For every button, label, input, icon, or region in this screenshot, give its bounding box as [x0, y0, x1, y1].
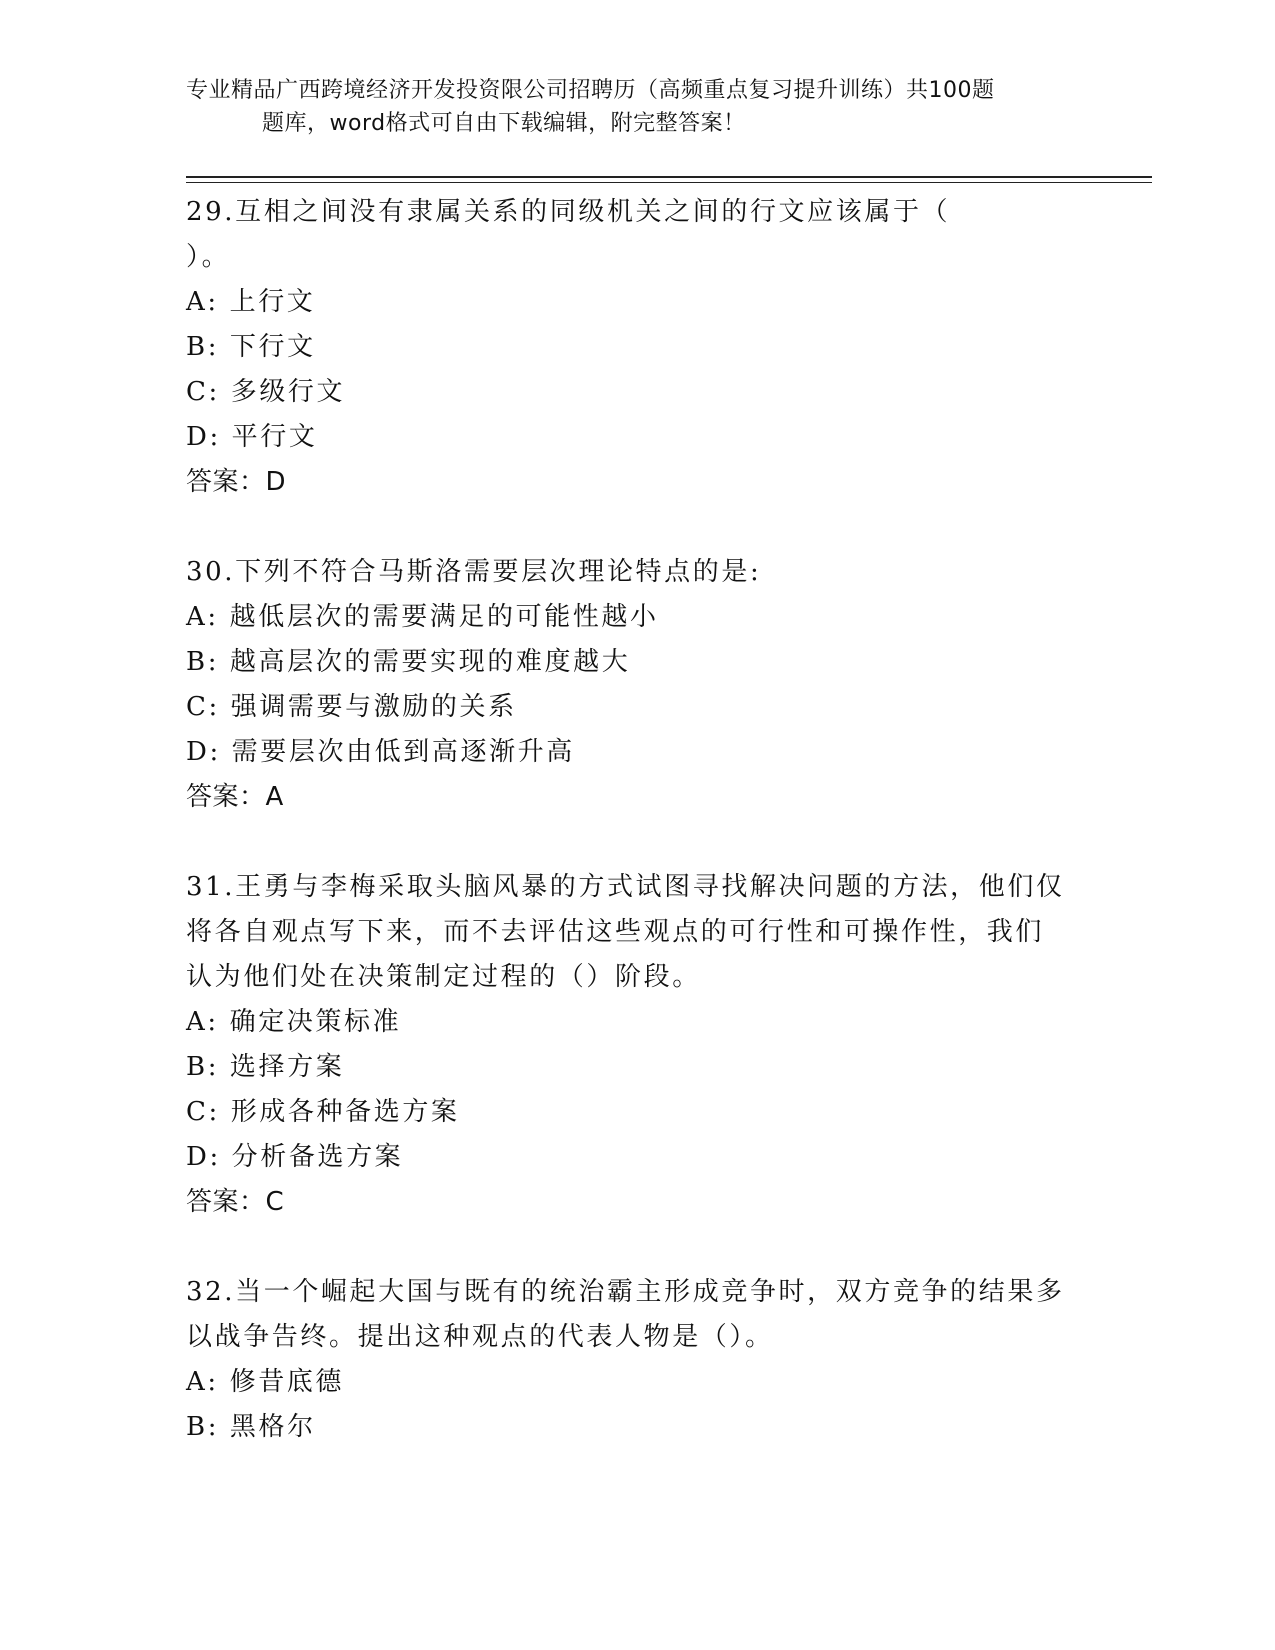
header-divider-thin [186, 182, 1152, 183]
question-stem-line: 将各自观点写下来，而不去评估这些观点的可行性和可操作性，我们 [186, 917, 1045, 947]
option-b: B: 黑格尔 [186, 1412, 316, 1442]
option-c: C: 多级行文 [186, 377, 346, 407]
answer: 答案：A [186, 782, 284, 812]
document-header [186, 74, 1086, 140]
question-list [186, 190, 1086, 1495]
question-stem-line: 29.互相之间没有隶属关系的同级机关之间的行文应该属于（ [186, 197, 951, 227]
option-a: A: 确定决策标准 [186, 1007, 402, 1037]
option-d: D: 分析备选方案 [186, 1142, 404, 1172]
option-b: B: 越高层次的需要实现的难度越大 [186, 647, 631, 677]
option-a: A: 越低层次的需要满足的可能性越小 [186, 602, 659, 632]
question-stem-line: 32.当一个崛起大国与既有的统治霸主形成竞争时，双方竞争的结果多 [186, 1277, 1065, 1307]
question-stem-line: 以战争告终。提出这种观点的代表人物是（）。 [186, 1322, 774, 1352]
option-b: B: 选择方案 [186, 1052, 345, 1082]
question-stem-line: 31.王勇与李梅采取头脑风暴的方式试图寻找解决问题的方法，他们仅 [186, 872, 1065, 902]
option-c: C: 强调需要与激励的关系 [186, 692, 517, 722]
option-c: C: 形成各种备选方案 [186, 1097, 460, 1127]
option-a: A: 修昔底德 [186, 1367, 345, 1397]
question-stem-line: 30.下列不符合马斯洛需要层次理论特点的是: [186, 557, 762, 587]
question-30 [186, 550, 1086, 820]
option-b: B: 下行文 [186, 332, 316, 362]
answer: 答案：D [186, 467, 287, 497]
question-stem-line: ）。 [186, 242, 231, 272]
option-d: D: 需要层次由低到高逐渐升高 [186, 737, 575, 767]
header-divider-thick [186, 176, 1152, 178]
option-d: D: 平行文 [186, 422, 318, 452]
question-32 [186, 1270, 1086, 1450]
question-stem-line: 认为他们处在决策制定过程的（）阶段。 [186, 962, 701, 992]
answer: 答案：C [186, 1187, 285, 1217]
question-31 [186, 865, 1086, 1225]
question-29 [186, 190, 1086, 505]
option-a: A: 上行文 [186, 287, 316, 317]
header-line-1: 专业精品广西跨境经济开发投资限公司招聘历（高频重点复习提升训练）共100题 [186, 78, 995, 103]
header-line-2: 题库，word格式可自由下载编辑，附完整答案！ [262, 111, 746, 136]
